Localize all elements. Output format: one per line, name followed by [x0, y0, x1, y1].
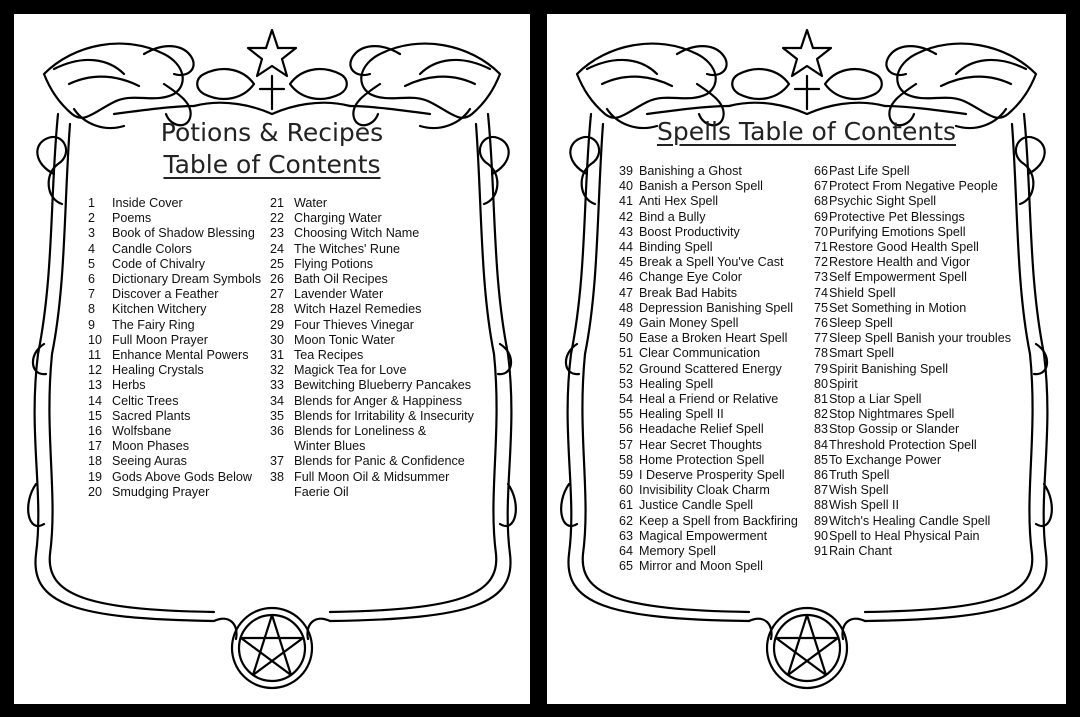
- toc-entry: [619, 286, 798, 301]
- toc-entry-number: 25: [270, 256, 285, 271]
- toc-entry-title: Choosing Witch Name: [294, 226, 420, 241]
- page-title-line2-text: Table of Contents: [163, 150, 381, 179]
- toc-entry: [814, 240, 1011, 255]
- toc-entry-number: 63: [619, 528, 634, 543]
- right-page: [547, 14, 1066, 704]
- toc-entry-number: 52: [619, 361, 634, 376]
- toc-entry: [619, 240, 798, 255]
- toc-entry: [88, 485, 261, 500]
- toc-entry-title: Self Empowerment Spell: [829, 270, 967, 285]
- toc-entry-number: 15: [88, 408, 103, 423]
- toc-entry: [619, 346, 798, 361]
- toc-entry-title: Set Something in Motion: [829, 300, 967, 315]
- toc-entry: [88, 287, 261, 302]
- toc-entry: [88, 242, 261, 257]
- toc-entry-number: 59: [619, 468, 634, 483]
- toc-entry: [814, 194, 1011, 209]
- toc-entry: [619, 514, 798, 529]
- toc-entry: [619, 422, 798, 437]
- toc-entry-title: Smudging Prayer: [112, 484, 210, 499]
- toc-entry-title: Witch Hazel Remedies: [294, 302, 422, 317]
- toc-entry: [270, 485, 474, 500]
- toc-entry: [619, 544, 798, 559]
- toc-entry-number: 46: [619, 270, 634, 285]
- toc-entry-number: 40: [619, 179, 634, 194]
- toc-entry-title: The Witches' Rune: [294, 241, 400, 256]
- left-page: [14, 14, 530, 704]
- toc-entry-title: Water: [294, 196, 328, 210]
- toc-entry: [88, 272, 261, 287]
- toc-entry: [814, 179, 1011, 194]
- toc-entry-number: 14: [88, 393, 103, 408]
- toc-entry-number: 24: [270, 241, 285, 256]
- toc-entry-number: 7: [88, 287, 96, 302]
- toc-entry-number: 90: [814, 528, 829, 543]
- toc-entry-number: 49: [619, 316, 634, 331]
- toc-entry-number: 43: [619, 224, 634, 239]
- potions-toc-column-2: [270, 196, 474, 500]
- toc-entry: [270, 226, 474, 241]
- toc-entry: [88, 318, 261, 333]
- toc-entry: [619, 225, 798, 240]
- toc-entry-title: Home Protection Spell: [639, 452, 765, 467]
- toc-entry-title: Protect From Negative People: [829, 179, 998, 194]
- toc-entry: [814, 164, 1011, 179]
- toc-entry-title: Blends for Anger & Happiness: [294, 393, 463, 408]
- toc-entry-title: Spirit Banishing Spell: [829, 361, 949, 376]
- toc-entry-number: 47: [619, 285, 634, 300]
- toc-entry-number: 5: [88, 256, 96, 271]
- toc-entry-title: Charging Water: [294, 211, 382, 226]
- toc-entry-number: 8: [88, 302, 96, 317]
- toc-entry-title: Full Moon Prayer: [112, 332, 208, 347]
- toc-entry-number: 37: [270, 454, 285, 469]
- toc-entry: [814, 362, 1011, 377]
- toc-entry: [88, 226, 261, 241]
- toc-entry-title: Ease a Broken Heart Spell: [639, 331, 788, 346]
- toc-entry: [814, 483, 1011, 498]
- toc-entry-number: 45: [619, 255, 634, 270]
- toc-entry-title: Flying Potions: [294, 256, 374, 271]
- toc-entry-number: 76: [814, 316, 829, 331]
- toc-entry: [619, 194, 798, 209]
- toc-entry-number: 39: [619, 164, 634, 178]
- toc-entry-title: Code of Chivalry: [112, 256, 206, 271]
- toc-entry-title: Blends for Panic & Confidence: [294, 454, 465, 469]
- toc-entry-title: I Deserve Prosperity Spell: [639, 468, 785, 483]
- toc-entry-title: Healing Crystals: [112, 363, 204, 378]
- toc-entry-number: 80: [814, 376, 829, 391]
- toc-entry-title: Sleep Spell: [829, 316, 893, 331]
- toc-entry-title: Stop a Liar Spell: [829, 392, 922, 407]
- toc-entry-title: The Fairy Ring: [112, 317, 195, 332]
- toc-entry-title: Healing Spell: [639, 376, 714, 391]
- toc-entry: [814, 270, 1011, 285]
- toc-entry-number: 85: [814, 452, 829, 467]
- toc-entry: [270, 242, 474, 257]
- toc-entry-title: Truth Spell: [829, 468, 890, 483]
- toc-entry-title: Bind a Bully: [639, 209, 706, 224]
- toc-entry-number: 17: [88, 439, 103, 454]
- toc-entry-title: Four Thieves Vinegar: [294, 317, 414, 332]
- toc-entry: [814, 422, 1011, 437]
- toc-entry-title: Heal a Friend or Relative: [639, 392, 779, 407]
- toc-entry: [270, 470, 474, 485]
- toc-entry-number: 12: [88, 363, 103, 378]
- toc-entry-title: Candle Colors: [112, 241, 192, 256]
- toc-entry-number: 61: [619, 498, 634, 513]
- toc-entry-number: [270, 439, 294, 454]
- toc-entry-title: Break Bad Habits: [639, 285, 738, 300]
- toc-entry-title: Protective Pet Blessings: [829, 209, 965, 224]
- toc-entry-title: Hear Secret Thoughts: [639, 437, 762, 452]
- toc-entry: [270, 424, 474, 439]
- toc-entry-number: 70: [814, 224, 829, 239]
- toc-entry-title: Ground Scattered Energy: [639, 361, 782, 376]
- toc-entry-title: Poems: [112, 211, 152, 226]
- toc-entry-number: 66: [814, 164, 829, 178]
- toc-entry: [270, 363, 474, 378]
- page-title-text: Spells Table of Contents: [656, 117, 957, 146]
- toc-entry: [814, 498, 1011, 513]
- toc-entry: [270, 211, 474, 226]
- toc-entry-number: 9: [88, 317, 96, 332]
- toc-entry-title: Keep a Spell from Backfiring: [639, 513, 798, 528]
- potions-toc-column-1: [88, 196, 261, 500]
- toc-entry-title: Mirror and Moon Spell: [639, 559, 763, 574]
- toc-entry: [88, 257, 261, 272]
- toc-entry: [619, 255, 798, 270]
- toc-entry-title: Binding Spell: [639, 240, 713, 255]
- toc-entry-number: 71: [814, 240, 829, 255]
- toc-entry-number: 54: [619, 392, 634, 407]
- toc-entry-title: Discover a Feather: [112, 287, 219, 302]
- toc-entry: [270, 394, 474, 409]
- toc-entry-number: 48: [619, 300, 634, 315]
- toc-entry: [88, 302, 261, 317]
- toc-entry: [619, 438, 798, 453]
- toc-entry-title: Wish Spell II: [829, 498, 899, 513]
- toc-entry-number: 50: [619, 331, 634, 346]
- toc-entry-title: Boost Productivity: [639, 224, 740, 239]
- toc-entry-title: Invisibility Cloak Charm: [639, 483, 770, 498]
- toc-entry-title: Magick Tea for Love: [294, 363, 407, 378]
- toc-entry-title: Spell to Heal Physical Pain: [829, 528, 980, 543]
- toc-entry-number: 22: [270, 211, 285, 226]
- toc-entry-number: 74: [814, 285, 829, 300]
- toc-entry: [270, 318, 474, 333]
- toc-entry-title: Banish a Person Spell: [639, 179, 763, 194]
- toc-entry-number: 91: [814, 544, 829, 559]
- toc-entry-number: 89: [814, 513, 829, 528]
- toc-entry-title: Headache Relief Spell: [639, 422, 764, 437]
- toc-entry-title: Seeing Auras: [112, 454, 187, 469]
- toc-entry-number: 6: [88, 272, 96, 287]
- toc-entry: [88, 196, 261, 211]
- toc-entry-title: Restore Health and Vigor: [829, 255, 971, 270]
- toc-entry: [88, 333, 261, 348]
- toc-entry: [619, 498, 798, 513]
- toc-entry: [814, 301, 1011, 316]
- toc-entry-title: Clear Communication: [639, 346, 761, 361]
- toc-entry-number: 1: [88, 196, 96, 210]
- toc-entry-number: 83: [814, 422, 829, 437]
- toc-entry-number: 18: [88, 454, 103, 469]
- toc-entry-number: 36: [270, 424, 285, 439]
- toc-entry: [619, 529, 798, 544]
- toc-entry-title: Wolfsbane: [112, 424, 172, 439]
- toc-entry-number: 62: [619, 513, 634, 528]
- toc-entry-number: 79: [814, 361, 829, 376]
- toc-entry-title: Memory Spell: [639, 544, 716, 559]
- toc-entry-number: 38: [270, 469, 285, 484]
- toc-entry-title: Shield Spell: [829, 285, 896, 300]
- toc-entry-number: 86: [814, 468, 829, 483]
- toc-entry-title: Book of Shadow Blessing: [112, 226, 255, 241]
- toc-entry-number: 21: [270, 196, 285, 210]
- toc-entry-number: 11: [88, 348, 102, 363]
- toc-entry-title: Gods Above Gods Below: [112, 469, 253, 484]
- toc-entry: [88, 348, 261, 363]
- toc-entry: [814, 438, 1011, 453]
- toc-entry: [814, 544, 1011, 559]
- spells-toc-column-1: [619, 164, 798, 574]
- toc-entry-title: Winter Blues: [294, 439, 366, 454]
- page-title-line2: [14, 149, 530, 181]
- toc-entry: [88, 424, 261, 439]
- toc-entry-number: 3: [88, 226, 96, 241]
- toc-entry-title: Wish Spell: [829, 483, 889, 498]
- toc-entry-number: 87: [814, 483, 829, 498]
- toc-entry-number: [270, 485, 294, 500]
- toc-entry-title: Sleep Spell Banish your troubles: [829, 331, 1012, 346]
- toc-entry: [88, 439, 261, 454]
- toc-entry-title: Dictionary Dream Symbols: [112, 272, 262, 287]
- toc-entry-number: 58: [619, 452, 634, 467]
- toc-entry-title: Kitchen Witchery: [112, 302, 207, 317]
- toc-entry-title: Spirit: [829, 376, 858, 391]
- toc-entry: [814, 377, 1011, 392]
- toc-entry-number: 72: [814, 255, 829, 270]
- toc-entry-title: Justice Candle Spell: [639, 498, 754, 513]
- toc-entry-number: 35: [270, 408, 285, 423]
- toc-entry-title: Faerie Oil: [294, 484, 349, 499]
- toc-entry-number: 60: [619, 483, 634, 498]
- toc-entry: [270, 378, 474, 393]
- toc-entry: [88, 454, 261, 469]
- toc-entry: [88, 363, 261, 378]
- toc-entry-title: Magical Empowerment: [639, 528, 768, 543]
- toc-entry-title: Psychic Sight Spell: [829, 194, 937, 209]
- toc-entry-title: Blends for Loneliness &: [294, 424, 427, 439]
- toc-entry: [270, 287, 474, 302]
- toc-entry: [619, 270, 798, 285]
- toc-entry-title: Healing Spell II: [639, 407, 724, 422]
- toc-entry-title: Stop Nightmares Spell: [829, 407, 955, 422]
- toc-entry-number: 75: [814, 300, 829, 315]
- toc-entry-title: Break a Spell You've Cast: [639, 255, 784, 270]
- toc-entry-title: Rain Chant: [829, 544, 893, 559]
- toc-entry-number: 68: [814, 194, 829, 209]
- toc-entry-number: 44: [619, 240, 634, 255]
- toc-entry-number: 10: [88, 332, 103, 347]
- toc-entry-number: 31: [270, 348, 285, 363]
- page-title-line1: Potions & Recipes: [160, 118, 384, 147]
- toc-entry-number: 69: [814, 209, 829, 224]
- spells-toc-column-2: [814, 164, 1011, 559]
- toc-entry-number: 4: [88, 241, 96, 256]
- toc-entry: [814, 407, 1011, 422]
- toc-entry-title: Stop Gossip or Slander: [829, 422, 960, 437]
- toc-entry: [270, 454, 474, 469]
- toc-entry: [88, 470, 261, 485]
- toc-entry-title: Bath Oil Recipes: [294, 272, 388, 287]
- toc-entry-number: 32: [270, 363, 285, 378]
- toc-entry-number: 30: [270, 332, 285, 347]
- toc-entry: [814, 453, 1011, 468]
- toc-entry-title: Blends for Irritability & Insecurity: [294, 408, 474, 423]
- toc-entry-title: Sacred Plants: [112, 408, 191, 423]
- toc-entry-number: 77: [814, 331, 829, 346]
- toc-entry-number: 57: [619, 437, 634, 452]
- toc-entry: [88, 409, 261, 424]
- toc-entry-number: 19: [88, 469, 103, 484]
- toc-entry-number: 27: [270, 287, 285, 302]
- toc-entry: [619, 164, 798, 179]
- toc-entry: [270, 302, 474, 317]
- toc-entry: [619, 392, 798, 407]
- toc-entry: [814, 316, 1011, 331]
- toc-entry-title: Bewitching Blueberry Pancakes: [294, 378, 472, 393]
- toc-entry-title: To Exchange Power: [829, 452, 942, 467]
- toc-entry-number: 42: [619, 209, 634, 224]
- toc-entry: [619, 362, 798, 377]
- toc-entry-number: 28: [270, 302, 285, 317]
- toc-entry: [619, 210, 798, 225]
- toc-entry: [270, 196, 474, 211]
- toc-entry: [619, 331, 798, 346]
- toc-entry: [814, 392, 1011, 407]
- toc-entry-number: 64: [619, 544, 634, 559]
- toc-entry-title: Herbs: [112, 378, 146, 393]
- toc-entry-number: 13: [88, 378, 103, 393]
- toc-entry-title: Purifying Emotions Spell: [829, 224, 966, 239]
- toc-entry-number: 67: [814, 179, 829, 194]
- toc-entry-number: 23: [270, 226, 285, 241]
- toc-entry-title: Tea Recipes: [294, 348, 364, 363]
- toc-entry: [270, 272, 474, 287]
- toc-entry: [814, 255, 1011, 270]
- toc-entry-number: 51: [619, 346, 634, 361]
- toc-entry-number: 84: [814, 437, 829, 452]
- toc-entry: [619, 407, 798, 422]
- toc-entry-number: 29: [270, 317, 285, 332]
- toc-entry-title: Gain Money Spell: [639, 316, 739, 331]
- toc-entry: [270, 409, 474, 424]
- toc-entry: [88, 394, 261, 409]
- toc-entry-title: Past Life Spell: [829, 164, 910, 178]
- toc-entry-number: 65: [619, 559, 634, 574]
- toc-entry-number: 73: [814, 270, 829, 285]
- toc-entry: [814, 514, 1011, 529]
- toc-entry-title: Celtic Trees: [112, 393, 179, 408]
- toc-entry-number: 26: [270, 272, 285, 287]
- toc-entry: [619, 559, 798, 574]
- toc-entry-title: Threshold Protection Spell: [829, 437, 977, 452]
- toc-entry: [814, 331, 1011, 346]
- toc-entry-title: Banishing a Ghost: [639, 164, 742, 178]
- toc-entry-number: 53: [619, 376, 634, 391]
- toc-entry-number: 78: [814, 346, 829, 361]
- toc-entry-number: 88: [814, 498, 829, 513]
- toc-entry: [619, 453, 798, 468]
- toc-entry-number: 2: [88, 211, 96, 226]
- toc-entry-title: Smart Spell: [829, 346, 895, 361]
- toc-entry: [619, 468, 798, 483]
- toc-entry: [814, 210, 1011, 225]
- toc-entry-title: Restore Good Health Spell: [829, 240, 979, 255]
- toc-entry: [88, 378, 261, 393]
- toc-entry: [814, 286, 1011, 301]
- toc-entry: [270, 257, 474, 272]
- toc-entry-number: 16: [88, 424, 103, 439]
- toc-entry-title: Full Moon Oil & Midsummer: [294, 469, 450, 484]
- toc-entry: [619, 483, 798, 498]
- toc-entry: [814, 225, 1011, 240]
- toc-entry-title: Witch's Healing Candle Spell: [829, 513, 991, 528]
- toc-entry-title: Moon Tonic Water: [294, 332, 395, 347]
- toc-entry: [619, 301, 798, 316]
- toc-entry-title: Inside Cover: [112, 196, 183, 210]
- toc-entry: [88, 211, 261, 226]
- toc-entry-title: Change Eye Color: [639, 270, 742, 285]
- toc-entry-number: 81: [814, 392, 829, 407]
- toc-entry: [270, 348, 474, 363]
- toc-entry: [270, 333, 474, 348]
- toc-entry-title: Lavender Water: [294, 287, 384, 302]
- toc-entry: [619, 179, 798, 194]
- toc-entry-title: Moon Phases: [112, 439, 190, 454]
- toc-entry-number: 33: [270, 378, 285, 393]
- toc-entry-title: Depression Banishing Spell: [639, 300, 794, 315]
- toc-entry-title: Enhance Mental Powers: [112, 348, 249, 363]
- toc-entry-title: Anti Hex Spell: [639, 194, 719, 209]
- toc-entry: [814, 529, 1011, 544]
- toc-entry-number: 82: [814, 407, 829, 422]
- toc-entry-number: 55: [619, 407, 634, 422]
- toc-entry: [619, 377, 798, 392]
- toc-entry: [270, 439, 474, 454]
- toc-entry: [619, 316, 798, 331]
- toc-entry-number: 41: [619, 194, 634, 209]
- toc-entry-number: 20: [88, 484, 103, 499]
- toc-entry-number: 34: [270, 393, 285, 408]
- toc-entry: [814, 346, 1011, 361]
- toc-entry-number: 56: [619, 422, 634, 437]
- page-title: [547, 116, 1066, 148]
- toc-entry: [814, 468, 1011, 483]
